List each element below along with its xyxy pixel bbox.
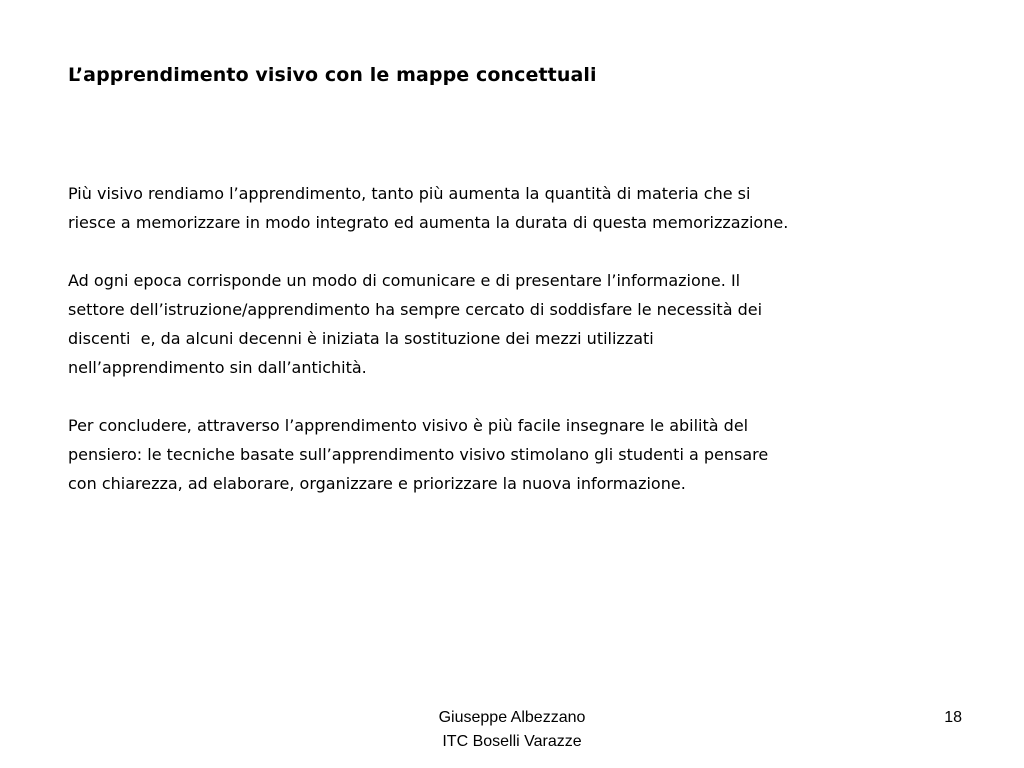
page-number: 18 (944, 709, 962, 726)
paragraph-communication-epochs: Ad ogni epoca corrisponde un modo di comunicare e di presentare l’informazione. Il settore dell’istruzione/apprendimento ha sempre cercato di soddisfare le necessità dei discenti e, da alcuni decenni è iniziata la sostituzione dei mezzi utilizzati nell’apprendimento sin dall’antichità. (68, 271, 763, 377)
footer-school-name: ITC Boselli Varazze (442, 733, 582, 750)
slide-title: L’apprendimento visivo con le mappe concettuali (68, 64, 597, 86)
footer-author-block (362, 706, 662, 754)
paragraph-visual-learning: Più visivo rendiamo l’apprendimento, tanto più aumenta la quantità di materia che si riesce a memorizzare in modo integrato ed aumenta la durata di questa memorizzazione. (68, 184, 789, 232)
slide-body (68, 179, 988, 498)
footer-author-name: Giuseppe Albezzano (438, 709, 586, 726)
paragraph-conclusion: Per concludere, attraverso l’apprendimento visivo è più facile insegnare le abilità del pensiero: le tecniche basate sull’apprendimento visivo stimolano gli studenti a pensare con chiarezza, ad elaborare, organizzare e priorizzare la nuova informazione. (68, 416, 769, 493)
